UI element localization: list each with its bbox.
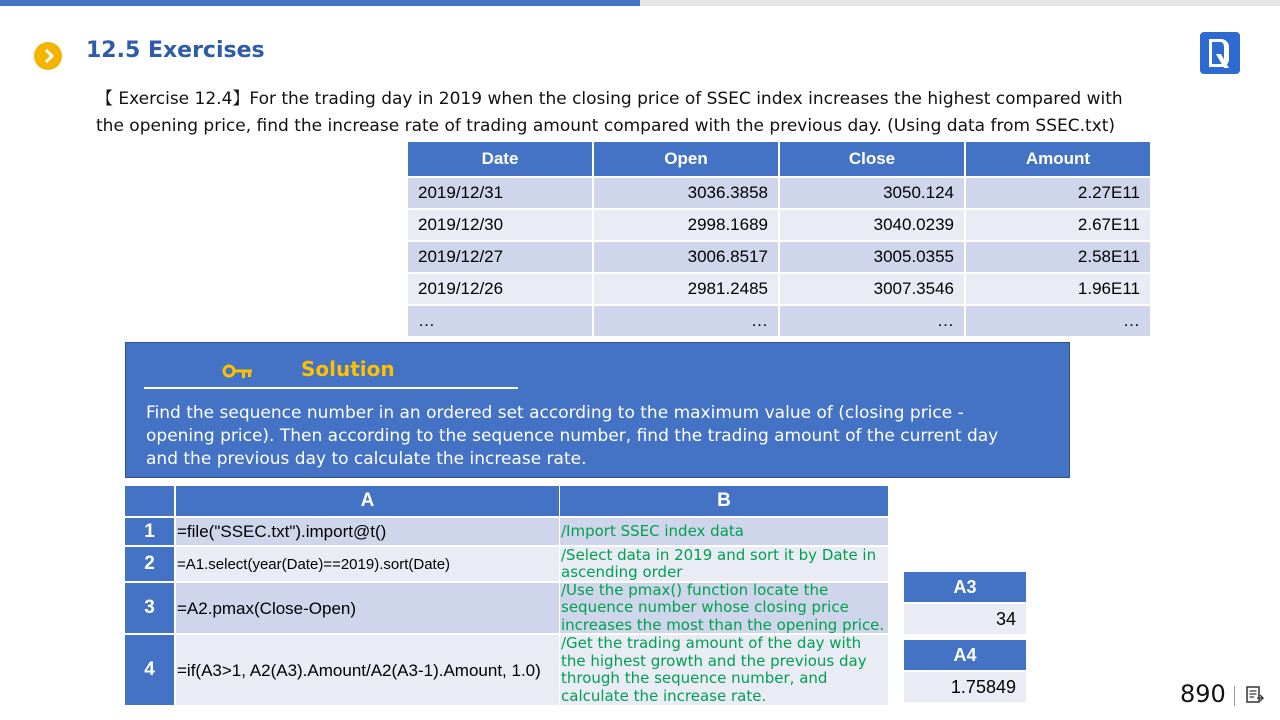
cell-close: 3007.3546 <box>780 272 964 304</box>
header-amount: Amount <box>966 142 1150 176</box>
cell-a3[interactable]: =A2.pmax(Close-Open) <box>176 583 559 633</box>
cell-date: 2019/12/27 <box>408 240 592 272</box>
cell-a1[interactable]: =file("SSEC.txt").import@t() <box>176 518 559 545</box>
cell-open: … <box>594 304 778 336</box>
exercise-question <box>96 86 1186 140</box>
cell-amount: 2.67E11 <box>966 208 1150 240</box>
table-row <box>408 208 1150 240</box>
table-row <box>408 304 1150 336</box>
cell-open: 3036.3858 <box>594 176 778 208</box>
cell-date: … <box>408 304 592 336</box>
notes-icon[interactable] <box>1246 686 1264 704</box>
row-number: 1 <box>125 518 174 545</box>
cell-date: 2019/12/31 <box>408 176 592 208</box>
cell-b1[interactable]: /Import SSEC index data <box>560 518 888 545</box>
solution-title: Solution <box>301 357 395 381</box>
header-open: Open <box>594 142 778 176</box>
cell-a4[interactable]: =if(A3>1, A2(A3).Amount/A2(A3-1).Amount, 1.0) <box>176 635 559 705</box>
cell-close: 3050.124 <box>780 176 964 208</box>
result-label-a4: A4 <box>904 640 1026 670</box>
cell-a2[interactable]: =A1.select(year(Date)==2019).sort(Date) <box>176 547 559 581</box>
page-title: 12.5 Exercises <box>86 38 265 63</box>
cell-close: 3040.0239 <box>780 208 964 240</box>
divider <box>144 387 518 389</box>
table-row <box>408 272 1150 304</box>
header-close: Close <box>780 142 964 176</box>
question-line-1: 【 Exercise 12.4】For the trading day in 2019 when the closing price of SSEC index increases the highest compared with <box>96 89 1123 109</box>
key-icon <box>222 361 254 381</box>
cell-amount: … <box>966 304 1150 336</box>
cell-amount: 1.96E11 <box>966 272 1150 304</box>
cell-b4[interactable]: /Get the trading amount of the day with the highest growth and the previous day through the sequence number, and calculate the increase rate. <box>560 635 888 705</box>
solution-box <box>125 342 1070 478</box>
row-number: 4 <box>125 635 174 705</box>
cell-open: 2981.2485 <box>594 272 778 304</box>
question-line-2: the opening price, find the increase rate of trading amount compared with the previous day. (Using data from SSEC.txt) <box>96 116 1116 136</box>
cell-close: … <box>780 304 964 336</box>
progress-fill <box>0 0 640 6</box>
result-label-a3: A3 <box>904 572 1026 602</box>
header-date: Date <box>408 142 592 176</box>
grid-corner <box>125 486 174 516</box>
logo <box>1200 32 1240 74</box>
cell-amount: 2.58E11 <box>966 240 1150 272</box>
progress-bar <box>0 0 1280 6</box>
cell-b2[interactable]: /Select data in 2019 and sort it by Date in ascending order <box>560 547 888 581</box>
chevron-right-icon <box>34 42 62 70</box>
data-table <box>406 142 1152 336</box>
page-number: 890 <box>1180 680 1226 708</box>
row-number: 3 <box>125 583 174 633</box>
divider <box>1234 686 1235 706</box>
result-value-a4: 1.75849 <box>904 672 1026 702</box>
cell-open: 2998.1689 <box>594 208 778 240</box>
cell-amount: 2.27E11 <box>966 176 1150 208</box>
row-number: 2 <box>125 547 174 581</box>
column-header-b: B <box>560 486 888 516</box>
cell-b3[interactable]: /Use the pmax() function locate the sequence number whose closing price increases the most than the opening price. <box>560 583 888 633</box>
cell-close: 3005.0355 <box>780 240 964 272</box>
table-row <box>408 176 1150 208</box>
table-row <box>408 240 1150 272</box>
cell-date: 2019/12/30 <box>408 208 592 240</box>
column-header-a: A <box>176 486 559 516</box>
result-value-a3: 34 <box>904 604 1026 634</box>
cell-date: 2019/12/26 <box>408 272 592 304</box>
cell-open: 3006.8517 <box>594 240 778 272</box>
solution-text: Find the sequence number in an ordered set according to the maximum value of (closing price - opening price). Then according to the sequence number, find the trading amount of the current day and the previous day to calculate the increase rate. <box>146 403 999 469</box>
